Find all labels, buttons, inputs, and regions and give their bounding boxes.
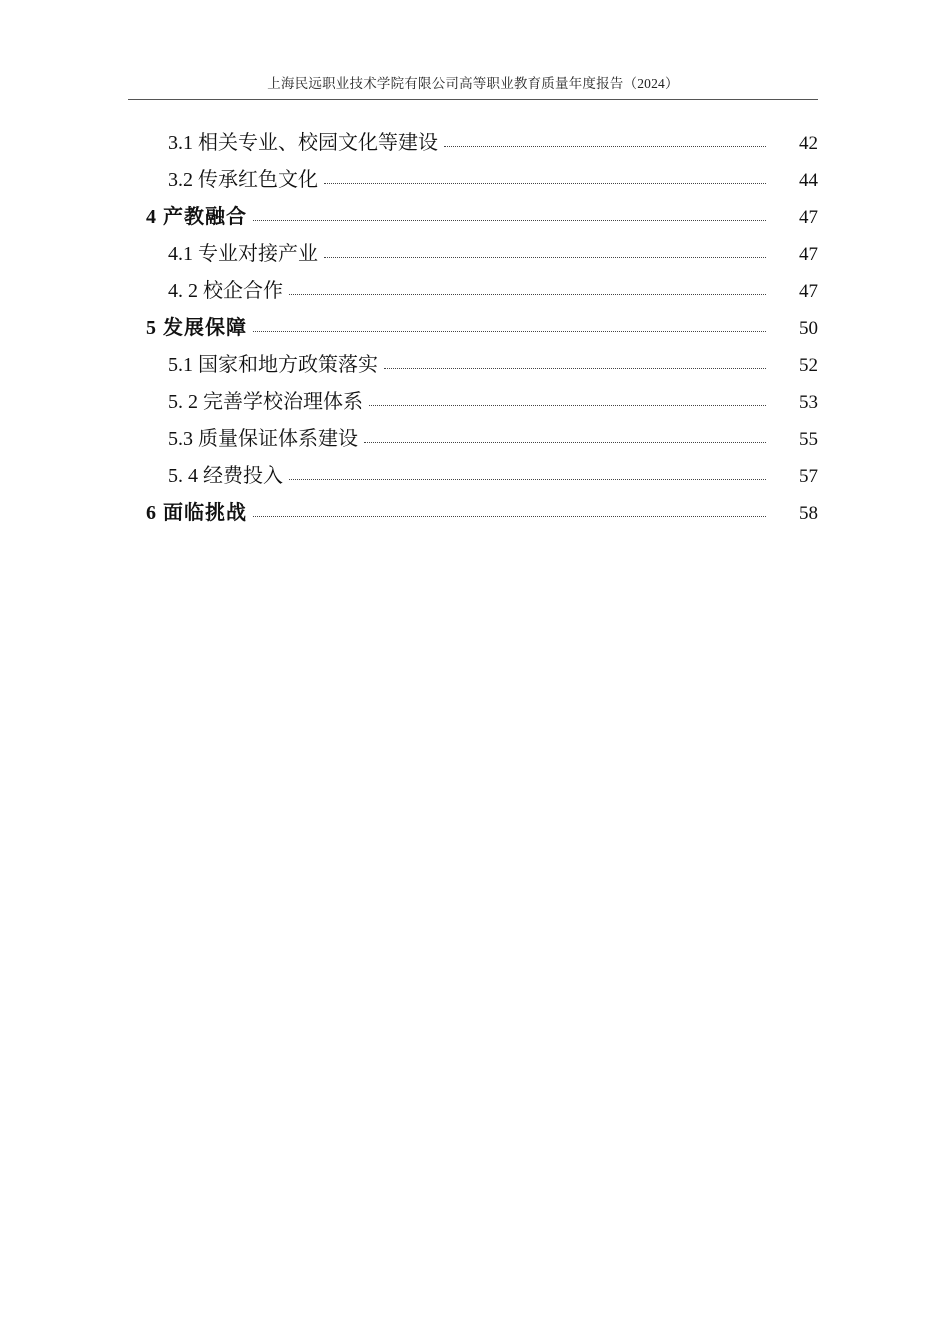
toc-entry-label: 4.1 专业对接产业 [168, 243, 318, 265]
toc-leader-dots [324, 244, 766, 264]
table-of-contents [128, 116, 818, 523]
toc-entry-label: 5. 2 完善学校治理体系 [168, 391, 363, 413]
toc-entry[interactable] [128, 301, 818, 338]
toc-leader-dots [289, 281, 766, 301]
toc-entry-page-number: 47 [799, 244, 818, 265]
toc-entry-page-number: 53 [799, 392, 818, 413]
toc-entry-page-number: 57 [799, 466, 818, 487]
running-header: 上海民远职业技术学院有限公司高等职业教育质量年度报告（2024） [128, 72, 818, 100]
toc-entry-page-number: 42 [799, 133, 818, 154]
toc-entry[interactable] [128, 227, 818, 264]
toc-entry-label: 5.1 国家和地方政策落实 [168, 354, 378, 376]
toc-leader-dots [253, 318, 766, 338]
toc-entry[interactable] [128, 486, 818, 523]
toc-entry-page-number: 47 [799, 281, 818, 302]
toc-entry-page-number: 44 [799, 170, 818, 191]
toc-entry-label: 5. 4 经费投入 [168, 465, 283, 487]
toc-entry-label: 3.2 传承红色文化 [168, 169, 318, 191]
toc-entry-page-number: 47 [799, 207, 818, 228]
toc-entry-page-number: 52 [799, 355, 818, 376]
toc-leader-dots [369, 392, 766, 412]
toc-entry-page-number: 50 [799, 318, 818, 339]
toc-entry[interactable] [128, 338, 818, 375]
toc-leader-dots [444, 133, 766, 153]
toc-leader-dots [289, 466, 766, 486]
toc-entry[interactable] [128, 190, 818, 227]
toc-entry-label: 4 产教融合 [146, 206, 247, 228]
toc-entry[interactable] [128, 116, 818, 153]
toc-entry[interactable] [128, 264, 818, 301]
toc-leader-dots [253, 207, 766, 227]
toc-entry[interactable] [128, 449, 818, 486]
toc-entry-label: 4. 2 校企合作 [168, 280, 283, 302]
toc-leader-dots [384, 355, 766, 375]
toc-entry-label: 3.1 相关专业、校园文化等建设 [168, 132, 438, 154]
toc-leader-dots [364, 429, 766, 449]
toc-entry-page-number: 55 [799, 429, 818, 450]
toc-leader-dots [324, 170, 766, 190]
toc-entry-label: 5.3 质量保证体系建设 [168, 428, 358, 450]
toc-entry-page-number: 58 [799, 503, 818, 524]
toc-entry[interactable] [128, 153, 818, 190]
toc-entry[interactable] [128, 375, 818, 412]
toc-entry-label: 6 面临挑战 [146, 502, 247, 524]
toc-leader-dots [253, 503, 766, 523]
toc-entry[interactable] [128, 412, 818, 449]
toc-entry-label: 5 发展保障 [146, 317, 247, 339]
